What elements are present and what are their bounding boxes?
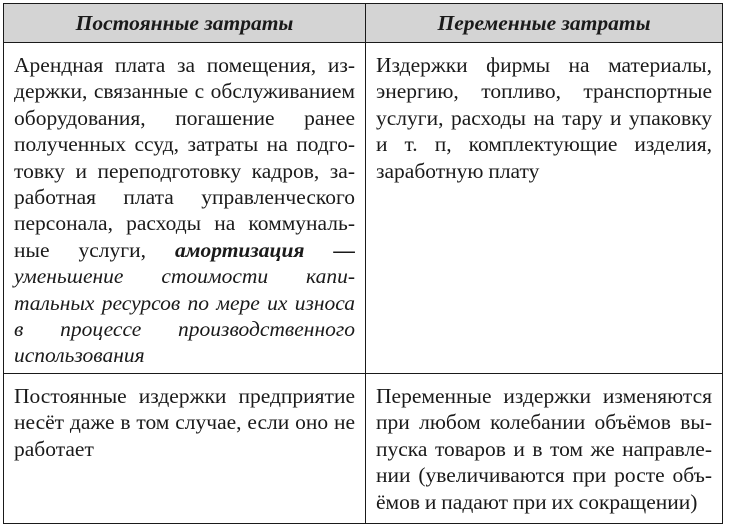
table-row: [4, 374, 723, 524]
variable-costs-examples-text: Издержки фирмы на материалы, энергию, топливо, транспортные услуги, расходы на тару и упаковку и т. п, комплектующие изделия, заработную плату: [376, 53, 712, 183]
fixed-costs-note-cell: [4, 374, 366, 524]
fixed-costs-note-text: Постоянные издержки предприятие несёт даже в том случае, если оно не работает: [14, 384, 355, 461]
table-row: [4, 43, 723, 374]
variable-costs-note-cell: [366, 374, 723, 524]
depreciation-term: амортизация: [175, 237, 305, 262]
header-fixed-costs: Постоянные затраты: [4, 4, 366, 43]
variable-costs-note-text: Переменные издержки изменяются при любом колебании объёмов выпуска товаров и в том же направлении (увеличиваются при росте объёмов и падают при их сокращении): [376, 384, 712, 514]
definition-dash: —: [333, 237, 356, 262]
costs-comparison-table: [3, 3, 723, 524]
fixed-costs-examples-text: Арендная плата за помещения, издержки, связанные с обслуживанием оборудования, погашение ранее полученных ссуд, затраты на подготовку и переподготовку кадров, заработная плата управленческого персонала, расходы на коммунальные услуги,: [14, 53, 355, 262]
header-variable-costs: Переменные затраты: [366, 4, 723, 43]
variable-costs-examples-cell: [366, 43, 723, 374]
depreciation-definition: уменьшение стоимости капитальных ресурсов по мере их износа в процессе производственного использования: [14, 264, 355, 368]
fixed-costs-examples-cell: [4, 43, 366, 374]
header-row: [4, 4, 723, 43]
